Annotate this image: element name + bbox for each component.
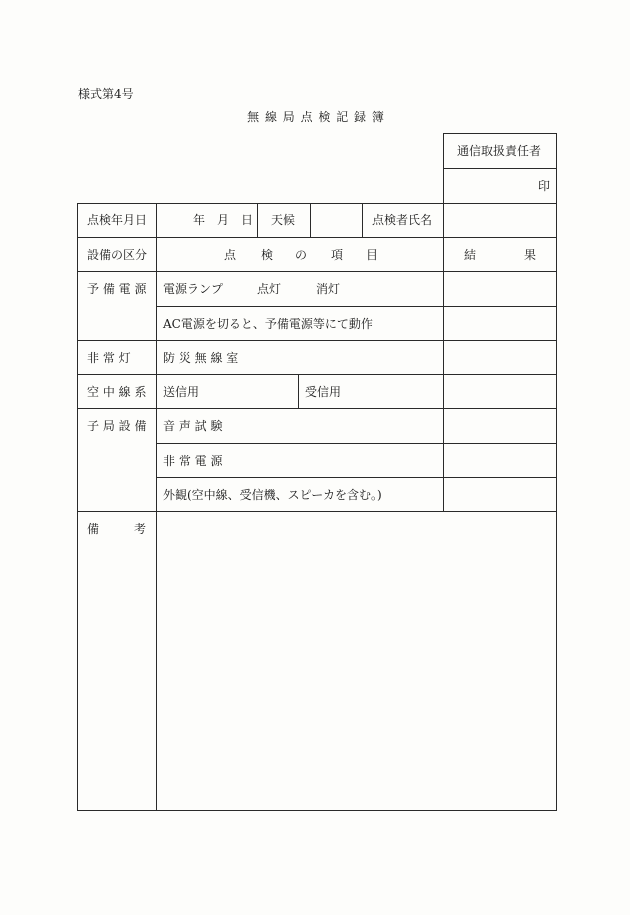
disaster-radio-room-item: 防 災 無 線 室 — [163, 351, 239, 365]
row-divider — [156, 477, 557, 478]
remarks-label-char: 備 — [87, 522, 100, 536]
sub-station-label: 子 局 設 備 — [87, 419, 147, 433]
table-bottom-border — [77, 810, 557, 811]
items-header-char: 検 — [261, 248, 274, 262]
power-lamp-item: 電源ランプ — [163, 282, 224, 296]
ac-test-item: AC電源を切ると、予備電源等にて動作 — [163, 317, 373, 331]
items-header-char: 点 — [224, 248, 237, 262]
month-label: 月 — [217, 213, 230, 227]
column-divider — [257, 203, 258, 237]
form-number: 様式第4号 — [78, 87, 134, 101]
row-divider — [77, 340, 557, 341]
inspector-label: 点検者氏名 — [372, 213, 433, 227]
category-header: 設備の区分 — [87, 248, 148, 262]
row-divider — [77, 408, 557, 409]
remarks-field[interactable] — [157, 512, 555, 809]
transmit-item: 送信用 — [163, 385, 200, 399]
approver-header: 通信取扱責任者 — [456, 144, 542, 158]
table-right-border — [556, 203, 557, 811]
approver-box-right — [556, 133, 557, 203]
appearance-item: 外観(空中線、受信機、スピーカを含む。) — [163, 488, 382, 502]
row-divider — [77, 237, 557, 238]
row-divider — [77, 271, 557, 272]
page-title: 無 線 局 点 検 記 録 簿 — [247, 110, 385, 124]
remarks-label-char: 考 — [134, 522, 147, 536]
row-divider — [77, 374, 557, 375]
lamp-on-option: 点灯 — [257, 282, 282, 296]
row-divider — [156, 306, 557, 307]
row-divider — [156, 443, 557, 444]
approver-box-divider — [443, 168, 557, 169]
result-column-divider — [443, 203, 444, 511]
result-header-char: 結 — [464, 248, 477, 262]
table-left-border — [77, 203, 78, 811]
lamp-off-option: 消灯 — [316, 282, 341, 296]
day-label: 日 — [241, 213, 254, 227]
emergency-power-item: 非 常 電 源 — [163, 454, 223, 468]
seal-mark: 印 — [538, 179, 551, 193]
table-top-border — [77, 203, 557, 204]
items-header-char: の — [295, 248, 308, 262]
items-header-char: 項 — [331, 248, 344, 262]
backup-power-label: 予 備 電 源 — [87, 282, 147, 296]
column-divider — [298, 374, 299, 408]
result-header-char: 果 — [524, 248, 537, 262]
column-divider — [362, 203, 363, 237]
approver-box-top — [443, 133, 557, 134]
approver-box-left — [443, 133, 444, 203]
date-label: 点検年月日 — [87, 213, 148, 227]
items-header-char: 目 — [366, 248, 379, 262]
weather-label: 天候 — [271, 213, 296, 227]
antenna-label: 空 中 線 系 — [87, 385, 147, 399]
receive-item: 受信用 — [305, 385, 342, 399]
column-divider — [310, 203, 311, 237]
voice-test-item: 音 声 試 験 — [163, 419, 223, 433]
year-label: 年 — [193, 213, 206, 227]
emergency-light-label: 非 常 灯 — [87, 351, 131, 365]
